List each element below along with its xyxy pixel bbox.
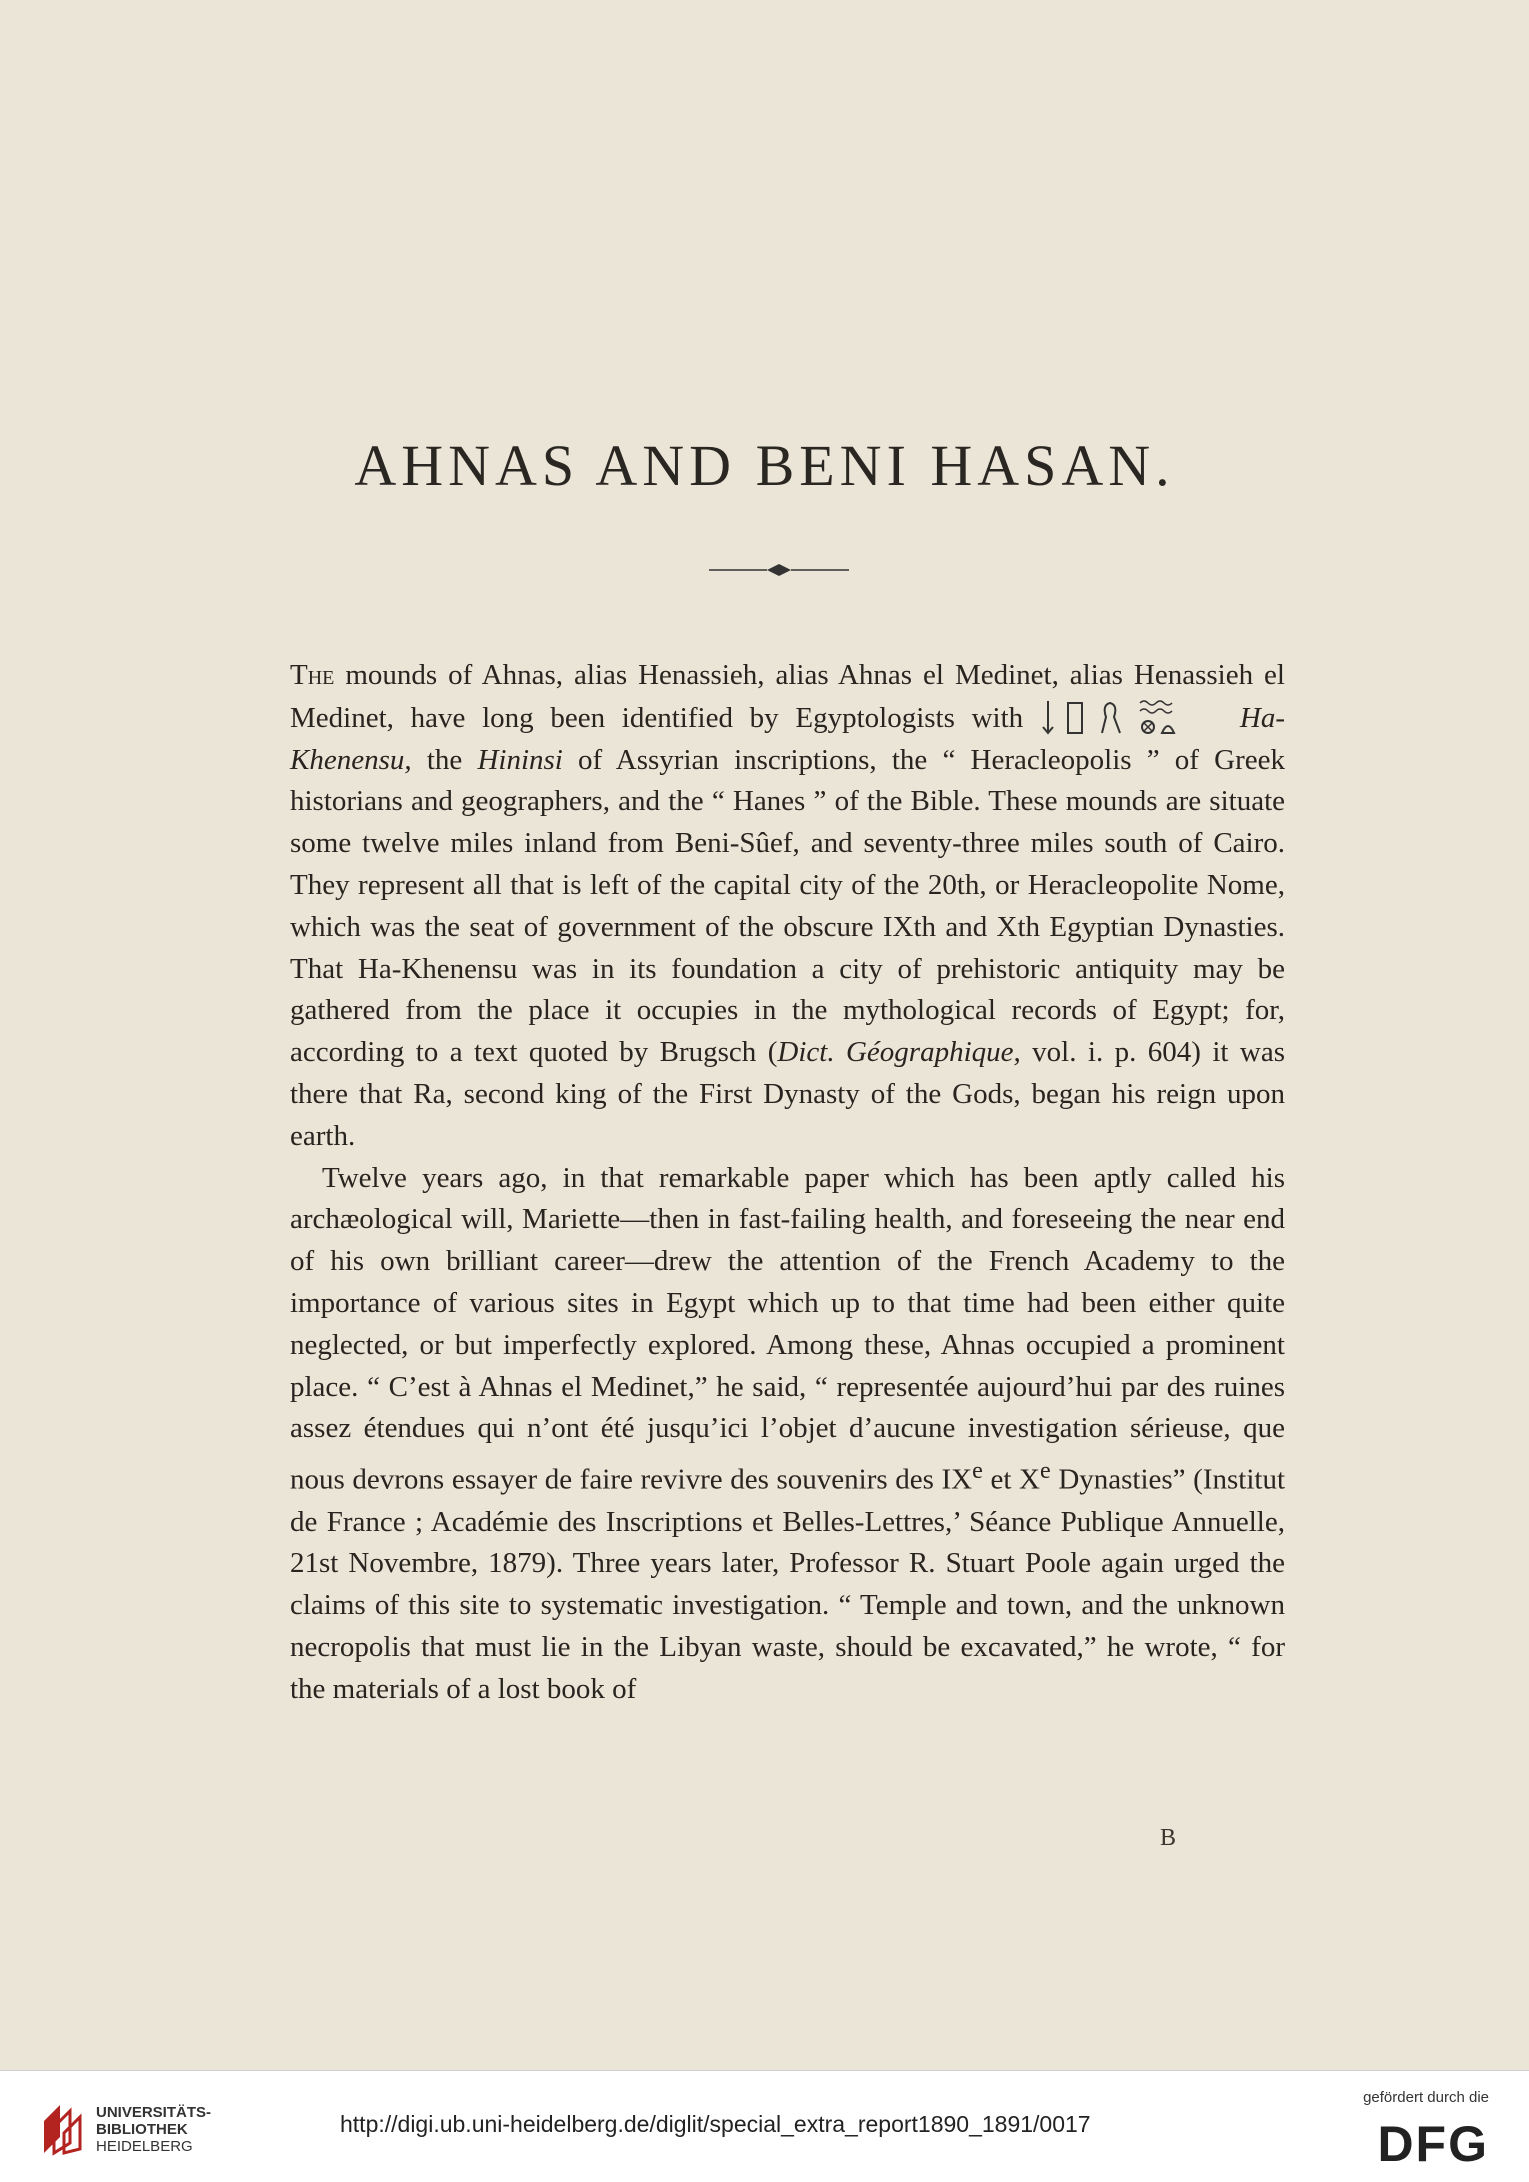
title-ornament bbox=[709, 560, 849, 580]
hieroglyph-group-icon bbox=[1040, 697, 1230, 737]
drop-lead: The bbox=[290, 659, 335, 691]
paragraph-2: Twelve years ago, in that remarkable paper which has been aptly called his archæological will, Mariette—then in fast-failing health, and foreseeing the near end of his own brilliant career—drew the attention of the French Academy to the importance of various sites in Egypt which up to that time had been either quite neglected, or but imperfectly explored. Among these, Ahnas occupied a prominent place. “ C’est à Ahnas el Medinet,” he said, “ representée aujourd’hui par des ruines assez étendues qui n’ont été jusqu’ici l’objet d’aucune investigation sérieuse, que nous devrons essayer de faire revivre des souvenirs des IXe et Xe Dynasties” (Institut de France ; Académie des Inscriptions et Belles-Lettres,’ Séance Publique Annuelle, 21st Novembre, 1879). Three years later, Professor R. Stuart Poole again urged the claims of this site to systematic investigation. “ Temple and town, and the unknown necropolis that must lie in the Libyan waste, should be excavated,” he wrote, “ for the materials of a lost book of bbox=[290, 1161, 1285, 1705]
funding-note: gefördert durch die bbox=[1363, 2089, 1489, 2106]
library-name: UNIVERSITÄTS- BIBLIOTHEK HEIDELBERG bbox=[96, 2104, 212, 2155]
viewer-footer bbox=[0, 2070, 1529, 2182]
paragraph-1: The mounds of Ahnas, alias Henassieh, alias Ahnas el Medinet, alias Henassieh el Medinet, have long been identified by Egyptologists with Ha-Khenensu, the Hininsi of Assyrian inscriptions, the “ Heracleopolis ” of Greek historians and geographers, and the “ Hanes ” of the Bible. These mounds are situate some twelve miles inland from Beni-Sûef, and seventy-three miles south of Cairo. They represent all that is left of the capital city of the 20th, or Heracleopolite Nome, which was the seat of government of the obscure IXth and Xth Egyptian Dynasties. That Ha-Khenensu was in its foundation a city of prehistoric antiquity may be gathered from the place it occupies in the mythological records of Egypt; for, according to a text quoted by Brugsch (Dict. Géographique, vol. i. p. 604) it was there that Ra, second king of the First Dynasty of the Gods, began his reign upon earth. bbox=[290, 659, 1285, 1152]
dfg-logo: DFG bbox=[1377, 2116, 1489, 2172]
body-text bbox=[290, 655, 1285, 1711]
library-logo-icon bbox=[40, 2101, 86, 2157]
page-title: AHNAS AND BENI HASAN. bbox=[354, 433, 1175, 498]
permalink-link[interactable]: http://digi.ub.uni-heidelberg.de/diglit/special_extra_report1890_1891/0017 bbox=[340, 2111, 1091, 2137]
signature-mark: B bbox=[1160, 1825, 1177, 1851]
